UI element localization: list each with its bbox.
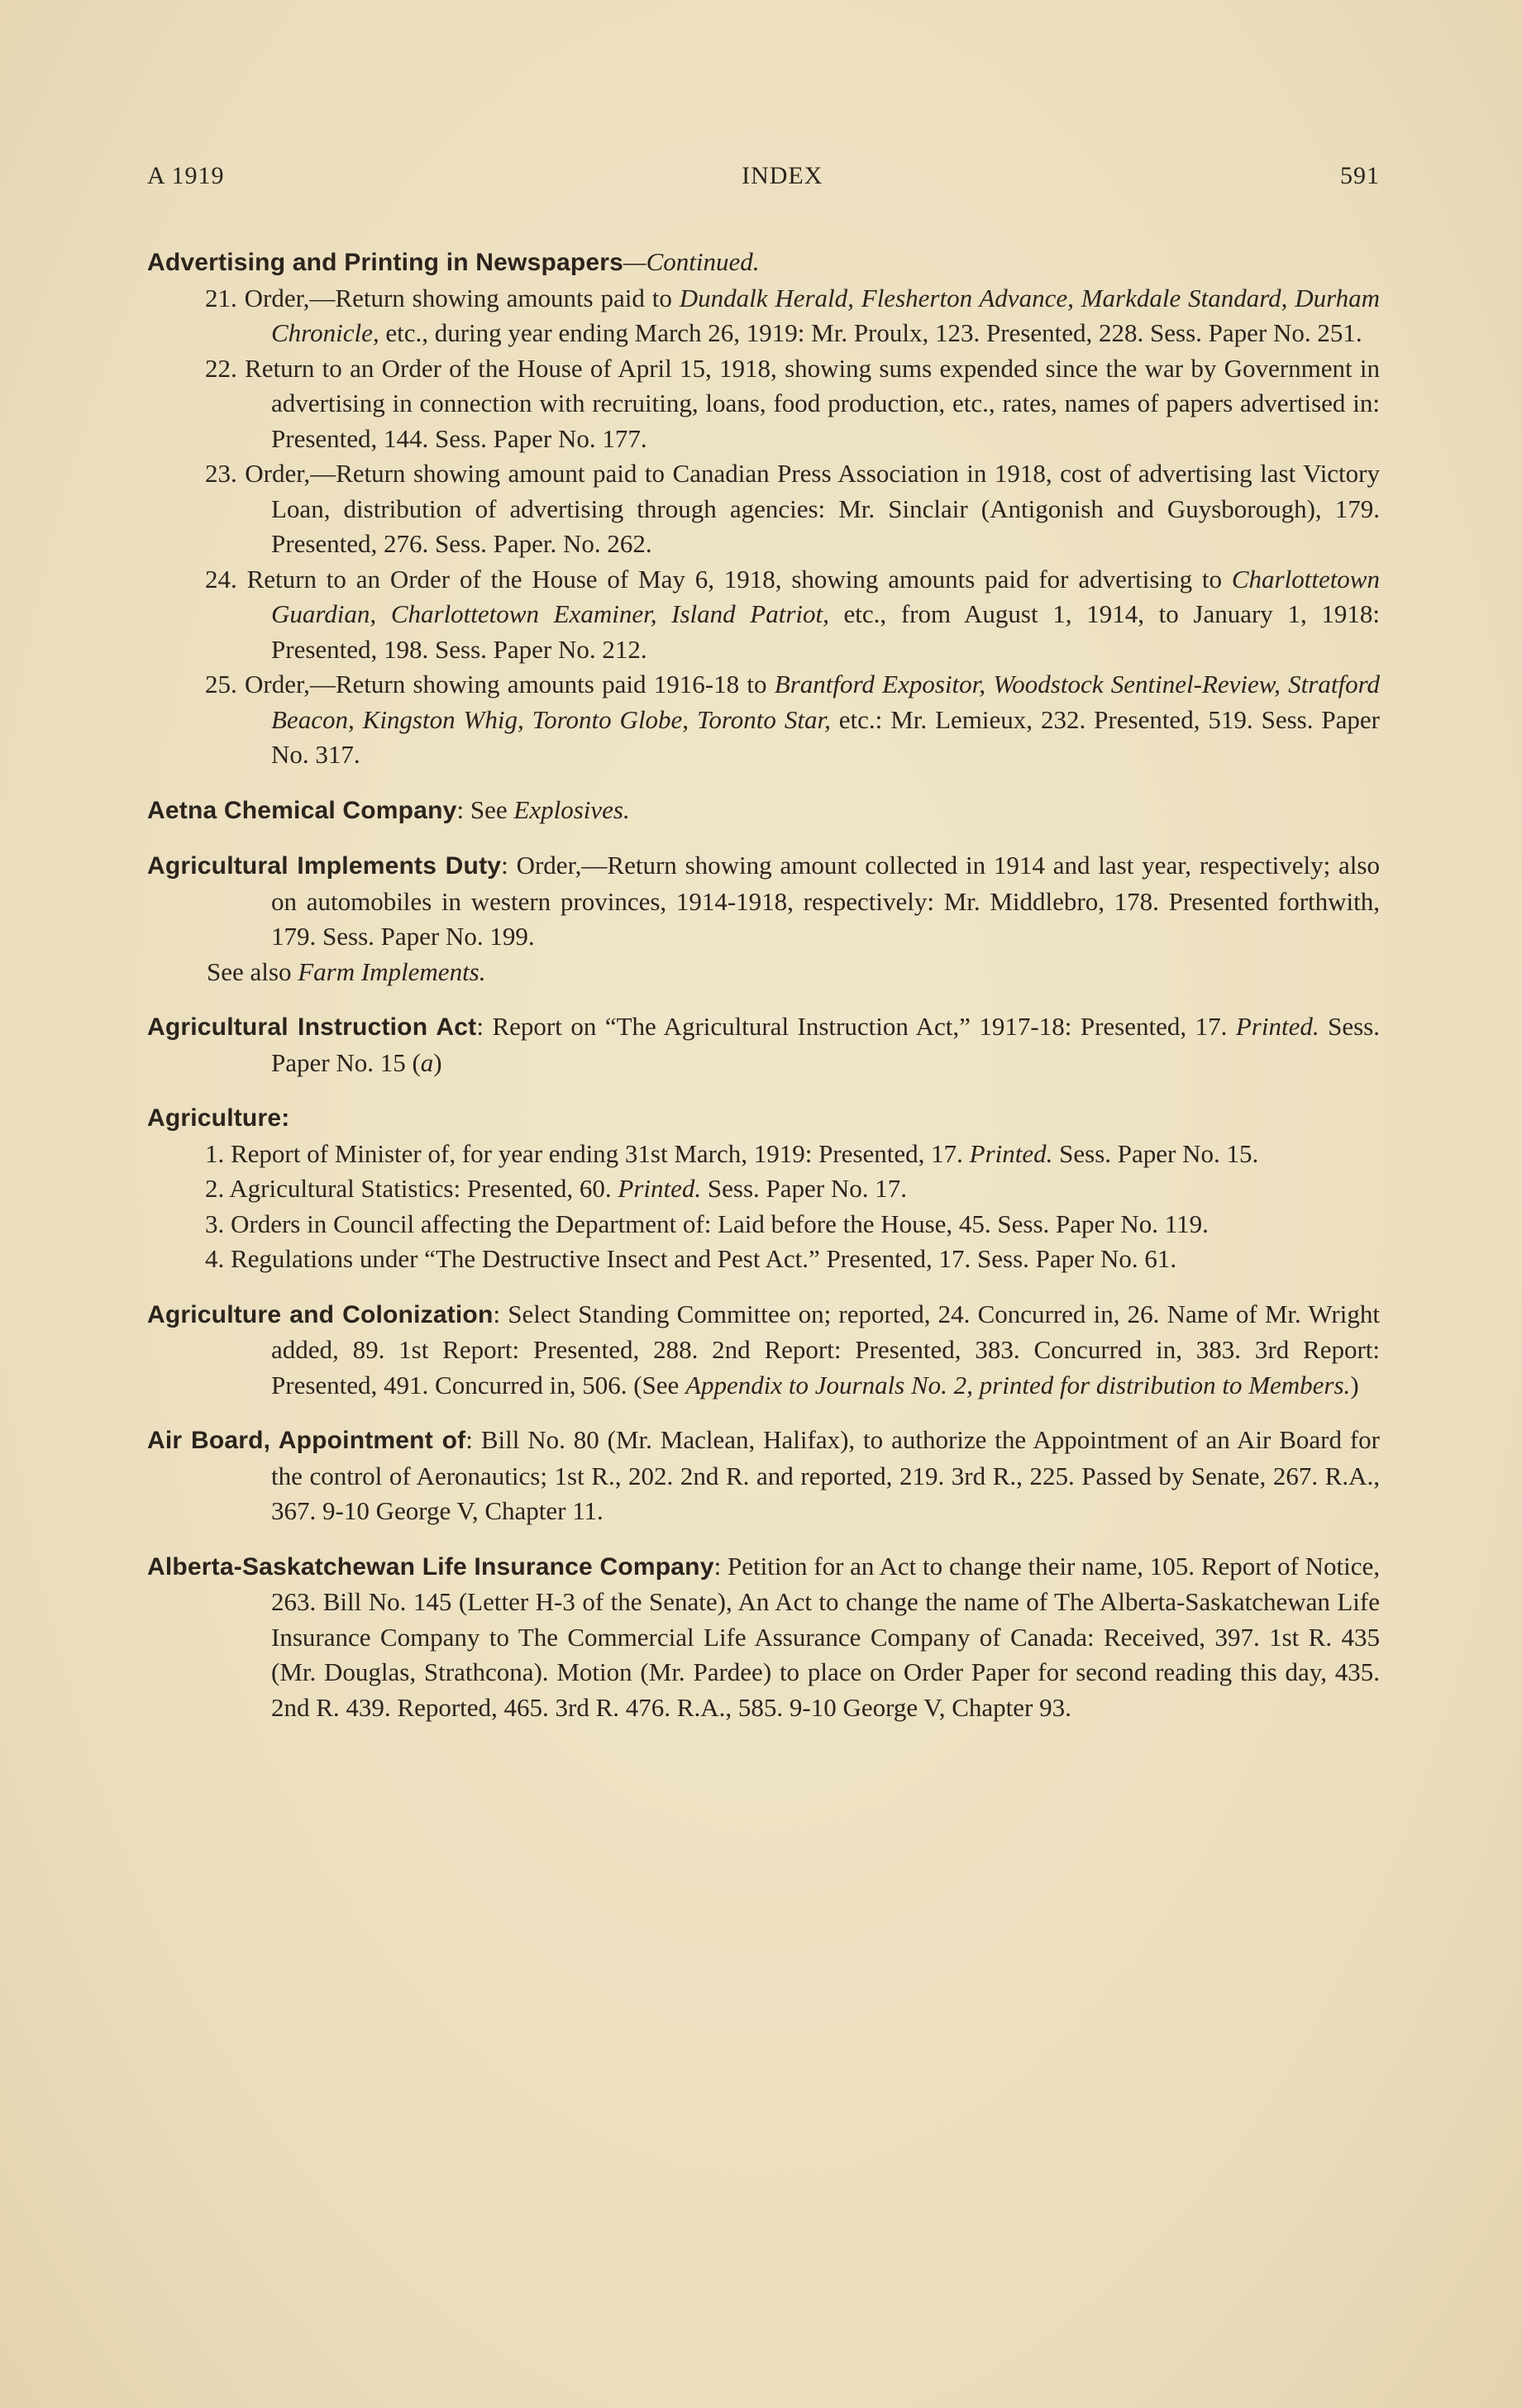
page-number: 591 [1339,162,1380,189]
sub-entry-number: 3. [205,1209,225,1238]
sub-entry-text: Order,—Return showing amounts paid to [236,283,680,312]
running-head [147,162,1380,190]
sub-entry-number: 22. [205,353,237,383]
entry-cross-reference: Explosives. [513,794,630,824]
sub-entry-text: Agricultural Statistics: Presented, 60. [224,1174,618,1203]
entry-separator: : [713,1551,728,1581]
header-volume: A 1919 [147,162,225,189]
entry-text: ) [1350,1370,1359,1400]
entry-separator: : [281,1104,290,1132]
sub-entry-italic: Charlottetown Guardian, Charlottetown Examiner, Island Patriot, [271,564,1380,628]
sub-entry [147,1171,1380,1207]
sub-entry-text: Order,—Return showing amounts paid 1916-18 to [236,670,775,699]
header-title: INDEX [742,162,823,189]
sub-entry-number: 4. [205,1244,225,1273]
sub-entry-text: Return to an Order of the House of April 15, 1918, showing sums expended since the war by Government in advertising in connection with recruiting, loans, food production, etc., rates, names of papers advertised in: Presented, 144. Sess. Paper No. 177. [236,353,1380,453]
sub-entry-number: 23. [205,459,237,488]
index-entry [147,1549,1380,1726]
entry-cross-reference: Farm Implements. [298,956,486,986]
entry-heading: Air Board, Appointment of [147,1427,466,1454]
sub-entry-number: 1. [205,1138,225,1168]
entry-heading-line [147,1100,1380,1137]
sub-entry-italic: Printed. [618,1174,702,1203]
sub-entry-text: Regulations under “The Destructive Insect and Pest Act.” Presented, 17. Sess. Paper No. 61. [224,1244,1177,1273]
index-entry [147,793,1380,829]
entry-heading: Advertising and Printing in Newspapers [147,249,624,276]
index-entry [147,1297,1380,1404]
sub-entry [147,667,1380,773]
entry-text: Order,—Return showing amount collected in 1914 and last year, respectively; also on automobiles in western provinces, 1914-1918, respectively: Mr. Middlebro, 178. Presented forthwith, 179. Sess. Paper No. 199. [271,851,1380,951]
sub-entry [147,281,1380,351]
sub-entry [147,1242,1380,1277]
sub-entry-text: Sess. Paper No. 15. [1052,1138,1259,1168]
sub-entry [147,1137,1380,1172]
entry-separator: : [476,1012,493,1041]
entry-separator: : [501,851,517,880]
sub-entry-text: etc., from August 1, 1914, to January 1, 1918: Presented, 198. Sess. Paper No. 212. [271,599,1380,664]
sub-entry-italic: Brantford Expositor, Woodstock Sentinel-Review, Stratford Beacon, Kingston Whig, Toronto Globe, Toronto Star, [271,670,1380,734]
see-also [147,955,1380,990]
entry-heading: Aetna Chemical Company [147,796,457,824]
entry-text: Petition for an Act to change their name, 105. Report of Notice, 263. Bill No. 145 (Letter H-3 of the Senate), An Act to change the name of The Alberta-Saskatchewan Life Insurance Company to The Commercial Life Assurance Company of Canada: Received, 397. 1st R. 435 (Mr. Douglas, Strathcona). Motion (Mr. Pardee) to place on Order Paper for second reading this day, 435. 2nd R. 439. Reported, 465. 3rd R. 476. R.A., 585. 9-10 George V, Chapter 93. [271,1551,1380,1722]
entry-text: Select Standing Committee on; reported, 24. Concurred in, 26. Name of Mr. Wright added, 89. 1st Report: Presented, 288. 2nd Report: Presented, 383. Concurred in, 383. 3rd Report: Presented, 491. Concurred in, 506. (See [271,1299,1380,1400]
sub-entry-number: 25. [205,670,237,699]
entry-text: Sess. Paper No. 15 ( [271,1012,1380,1077]
sub-entry [147,456,1380,562]
entry-separator: : [493,1299,508,1328]
sub-entry [147,351,1380,457]
sub-entry [147,1207,1380,1242]
entry-separator: : [465,1425,481,1454]
sub-entry-number: 2. [205,1174,225,1203]
entry-main [147,848,1380,955]
sub-entry-number: 21. [205,283,237,312]
entry-heading: Alberta-Saskatchewan Life Insurance Company [147,1552,714,1581]
index-entry [147,245,1380,773]
entry-heading: Agricultural Instruction Act [147,1013,477,1041]
index-entry [147,1423,1380,1529]
entry-text: See [470,794,514,824]
sub-entry-text: Orders in Council affecting the Department of: Laid before the House, 45. Sess. Paper No. 119. [224,1209,1209,1238]
entry-heading: Agricultural Implements Duty [147,852,502,880]
index-entry [147,848,1380,989]
sub-entry-text: etc., during year ending March 26, 1919: Mr. Proulx, 123. Presented, 228. Sess. Paper No. 251. [379,318,1362,347]
entry-separator: : [456,794,470,824]
sub-entry-text: Order,—Return showing amount paid to Canadian Press Association in 1918, cost of advertising last Victory Loan, distribution of advertising through agencies: Mr. Sinclair (Antigonish and Guysborough), 179. Presented, 276. Sess. Paper. No. 262. [236,459,1380,558]
sub-entry-text: Sess. Paper No. 17. [701,1174,907,1203]
sub-entry-text: etc.: Mr. Lemieux, 232. Presented, 519. Sess. Paper No. 317. [271,704,1380,769]
sub-entry-text: Return to an Order of the House of May 6, 1918, showing amounts paid for advertising to [236,564,1232,594]
entry-heading-line [147,245,1380,281]
index-entry [147,1009,1380,1080]
entry-italic: Appendix to Journals No. 2, printed for distribution to Members. [685,1370,1351,1400]
entry-heading: Agriculture and Colonization [147,1300,494,1328]
sub-entry [147,562,1380,668]
sub-entry-text: Report of Minister of, for year ending 31st March, 1919: Presented, 17. [224,1138,970,1168]
sub-entry-italic: Dundalk Herald, Flesherton Advance, Markdale Standard, Durham Chronicle, [271,283,1380,347]
entry-heading: Agriculture [147,1104,282,1132]
index-entry [147,1100,1380,1277]
entry-text: ) [433,1047,442,1077]
sub-entry-number: 24. [205,564,237,594]
entry-text: Report on “The Agricultural Instruction Act,” 1917-18: Presented, 17. [492,1012,1236,1041]
entry-italic: a [420,1047,434,1077]
index-body [147,245,1380,1725]
entry-text: Bill No. 80 (Mr. Maclean, Halifax), to authorize the Appointment of an Air Board for the control of Aeronautics; 1st R., 202. 2nd R. and reported, 219. 3rd R., 225. Passed by Senate, 267. R.A., 367. 9-10 George V, Chapter 11. [271,1425,1380,1525]
see-also-label: See also [207,956,298,986]
entry-italic: Printed. [1235,1012,1319,1041]
entry-heading-suffix: —Continued. [623,247,760,276]
sub-entry-italic: Printed. [969,1138,1053,1168]
